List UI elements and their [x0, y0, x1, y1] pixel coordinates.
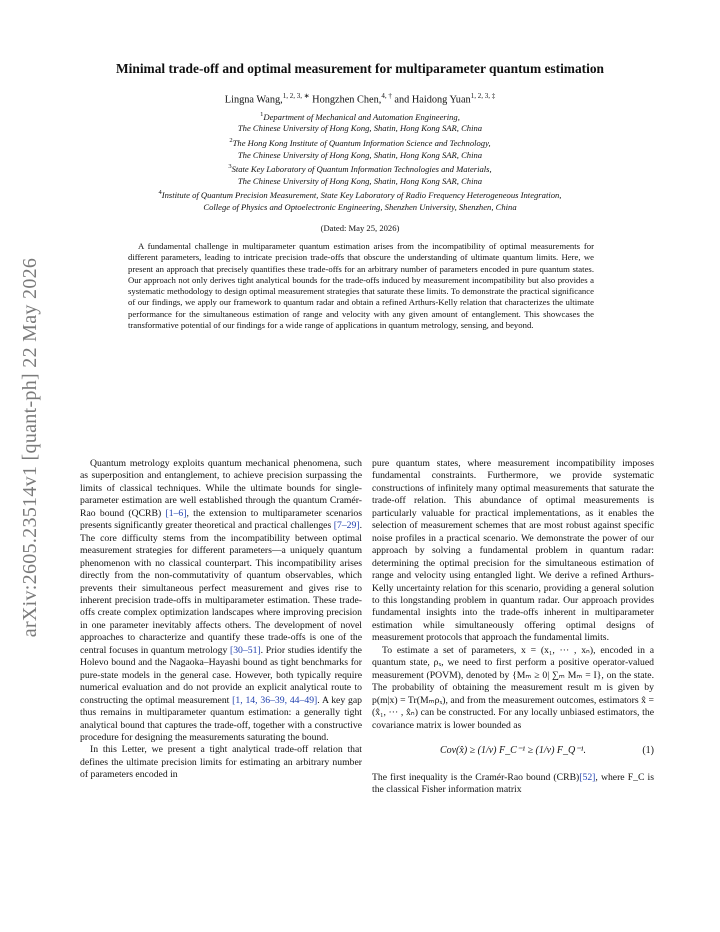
- left-column: [80, 458, 362, 782]
- affiliation-line: The Hong Kong Institute of Quantum Information Science and Technology,: [232, 137, 491, 148]
- author-name: and Haidong Yuan: [394, 94, 471, 106]
- body-paragraph: pure quantum states, where measurement incompatibility imposes fundamental constraints. Furthermore, we provide systematic constructions of infinitely many optimal measurements that saturate the trade-off relation. This abundance of optimal measurements is particularly valuable for practical implementations, as it enables the selection of measurement schemes that are most robust against specific noise profiles in a practical scenario. We demonstrate the power of our approach by solving a fundamental problem in quantum radar: determining the optimal precision for the simultaneous estimation of range and velocity using entangled light. We derive a refined Arthurs-Kelly uncertainty relation for this scenario, providing a general solution to this longstanding problem in quantum radar. Our approach provides fundamental insights into the trade-offs inherent in multiparameter estimation while simultaneously offering optimal designs of measurement protocols that approach the fundamental limits.: [372, 458, 654, 644]
- body-paragraph: To estimate a set of parameters, x = (x₁, ··· , xₙ), encoded in a quantum state, ρₓ, we need to first perform a positive operator-valued measurement (POVM), denoted by {Mₘ ≥ 0| ∑ₘ Mₘ = I}, on the state. The probability of obtaining the measurement result m is given by p(m|x) = Tr(Mₘρₓ), and from the measurement outcomes, estimators x̂ = (x̂₁, ··· , x̂ₙ) can be constructed. For any locally unbiased estimators, the covariance matrix is lower bounded as: [372, 644, 654, 731]
- body-text: Quantum metrology exploits quantum mechanical phenomena, such as superposition and entanglement, to achieve precision surpassing the limits of classical techniques. While the ultimate bounds for single-parameter estimation are well established through the quantum Cramér-Rao bound (QCRB): [80, 458, 362, 519]
- affiliation-line: College of Physics and Optoelectronic Engineering, Shenzhen University, Shenzhen, China: [203, 201, 517, 212]
- affiliation: [70, 161, 650, 175]
- affiliation-line: Institute of Quantum Precision Measurement, State Key Laboratory of Radio Frequency Heterogeneous Integration,: [161, 190, 562, 200]
- affiliation-line: State Key Laboratory of Quantum Information Technologies and Materials,: [231, 163, 492, 174]
- arxiv-identifier-margin: [6, 212, 56, 682]
- affiliation: [70, 187, 650, 201]
- citation-link[interactable]: [1–6]: [165, 507, 187, 519]
- body-text: , the extension to multiparameter scenarios presents significantly greater theoretical and practical challenges: [80, 507, 363, 532]
- affiliation-mark: 3: [228, 163, 232, 171]
- right-column: [372, 458, 654, 797]
- body-text: The first inequality is the Cramér-Rao bound (CRB): [372, 771, 580, 783]
- affiliation-mark: 2: [229, 137, 233, 145]
- body-paragraph: [372, 772, 654, 797]
- dated-line: (Dated: May 25, 2026): [320, 223, 400, 233]
- affiliation: [70, 135, 650, 149]
- affiliation-line: The Chinese University of Hong Kong, Shatin, Hong Kong SAR, China: [237, 123, 483, 134]
- citation-link[interactable]: [30–51]: [229, 644, 261, 656]
- body-paragraph: [80, 458, 362, 744]
- affiliation-line: Department of Mechanical and Automation Engineering,: [263, 111, 460, 122]
- body-text: , where F_C is the classical Fisher information matrix: [372, 771, 654, 796]
- affiliation-mark: 1: [260, 111, 264, 118]
- body-text: . A key gap thus remains in multiparameter quantum estimation: a generally tight analytical bound that captures the trade-off, together with a constructive procedure for designing the measurements saturating the bound.: [80, 694, 362, 743]
- arxiv-identifier: arXiv:2605.23514v1 [quant-ph] 22 May 2026: [19, 257, 42, 637]
- author-affil-marks: 1, 2, 3, ‡: [470, 92, 496, 100]
- affiliation: [70, 109, 650, 123]
- author-name: Hongzhen Chen,: [312, 94, 382, 106]
- equation-number: (1): [642, 744, 654, 756]
- body-paragraph: In this Letter, we present a tight analytical trade-off relation that defines the ultimate precision limits for estimating an arbitrary number of parameters encoded in: [80, 744, 362, 781]
- paper-title: Minimal trade-off and optimal measurement for multiparameter quantum estimation: [116, 61, 604, 76]
- author-affil-marks: 4, †: [381, 92, 392, 100]
- author-name: Lingna Wang,: [224, 94, 283, 106]
- body-text: . Prior studies identify the Holevo bound and the Nagaoka–Hayashi bound as tight benchmarks for pure-state models in the general case. However, both typically require numerical evaluation and do not provide an explicit analytical route to constructing the optimal measurement: [80, 644, 362, 706]
- citation-link[interactable]: [1, 14, 36–39, 44–49]: [232, 694, 318, 706]
- affiliation-line: The Chinese University of Hong Kong, Shatin, Hong Kong SAR, China: [237, 175, 483, 186]
- author-affil-marks: 1, 2, 3, ∗: [282, 92, 310, 100]
- citation-link[interactable]: [7–29]: [333, 520, 360, 532]
- affiliation-mark: 4: [158, 189, 162, 197]
- affiliations-block: [70, 109, 650, 213]
- author-list: [60, 92, 660, 105]
- abstract: A fundamental challenge in multiparameter quantum estimation arises from the incompatibility of optimal measurements for different parameters, leading to intricate precision trade-offs that obscure the understanding of ultimate quantum limits. Here, we present an approach that precisely quantifies these trade-offs for an arbitrary number of parameters encoded in pure quantum states. Our approach not only derives tight analytical bounds for the trade-offs induced by measurement incompatibility but also provides a systematic methodology to design optimal measurement strategies that saturate these limits. To demonstrate the practical significance of our findings, we apply our framework to quantum radar and obtain a refined Arthurs-Kelly relation that characterizes the ultimate performance for the simultaneous estimation of range and velocity with any given amount of entanglement. This showcases the transformative potential of our findings for a wide range of applications in quantum metrology, sensing, and beyond.: [128, 241, 594, 331]
- citation-link[interactable]: [52]: [579, 771, 596, 783]
- body-text: . The core difficulty stems from the incompatibility between optimal measurement strategies for different parameters—a uniquely quantum phenomenon with no classical counterpart. This incompatibility arises directly from the non-commutativity of quantum observables, which prevents their simultaneous perfect measurement and gives rise to inherent precision trade-offs in multiparameter estimation. These trade-offs create complex optimization landscapes where improving precision in one parameter inevitably affects others. The development of novel approaches to characterize and quantify these trade-offs is one of the central focuses in quantum metrology: [80, 520, 362, 656]
- equation-1: [372, 740, 654, 762]
- affiliation-line: The Chinese University of Hong Kong, Shatin, Hong Kong SAR, China: [237, 149, 483, 160]
- equation-body: Cov(x̂) ≥ (1/ν) F_C⁻¹ ≥ (1/ν) F_Q⁻¹.: [439, 744, 587, 756]
